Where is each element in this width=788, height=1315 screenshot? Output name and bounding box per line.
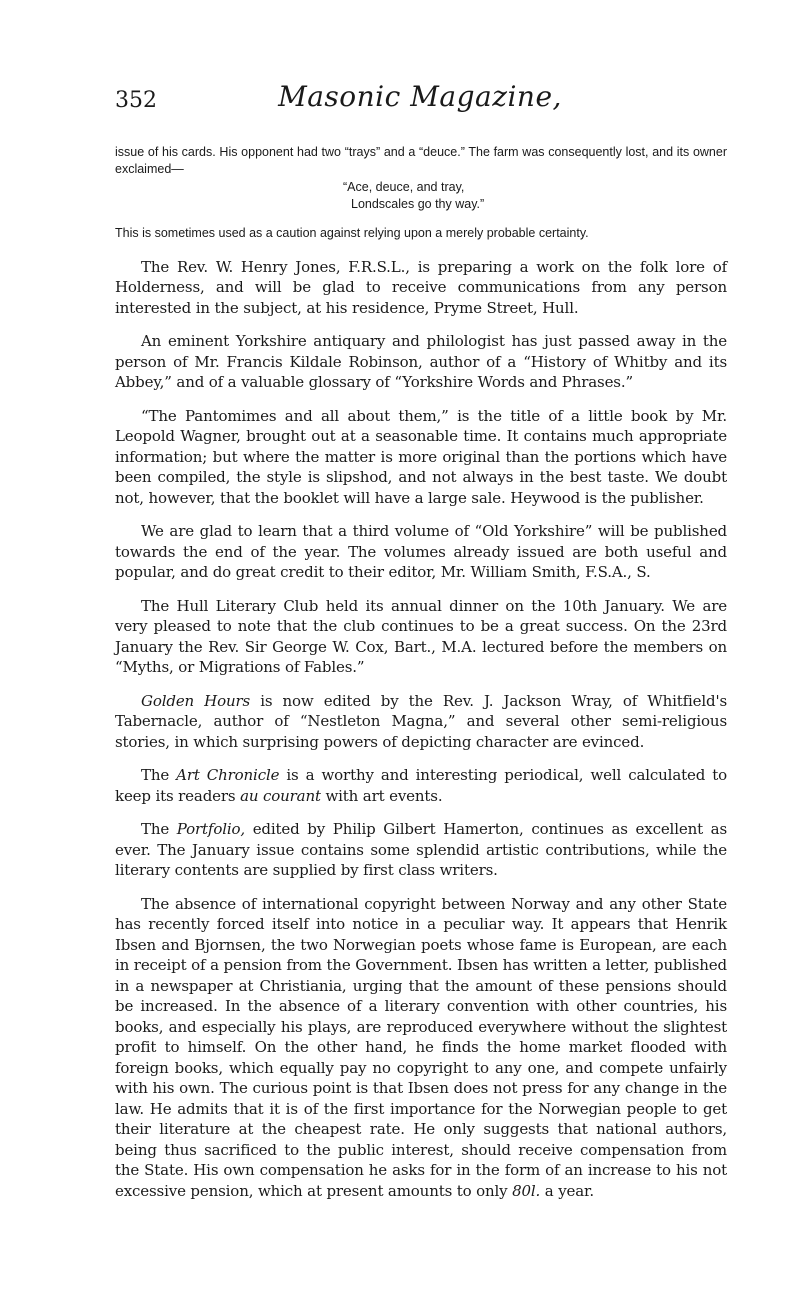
paragraph-text: edited by Philip Gilbert Hamerton, continues as excellent as ever. The January issue contains some splendid artistic contributions, while the literary contents are supplied by first class writers. [115,820,727,879]
paragraph-copyright [115,894,727,1202]
paragraph-golden-hours [115,691,727,753]
paragraph-text: The [141,766,177,784]
paragraph-pantomimes: “The Pantomimes and all about them,” is the title of a little book by Mr. Leopold Wagner, brought out at a seasonable time. It contains much appropriate information; but where the matter is more original than the portions which have been compiled, the style is slipshod, and not always in the best taste. We doubt not, however, that the booklet will have a large sale. Heywood is the publisher. [115,406,727,507]
verse-line: “Ace, deuce, and tray, [343,180,465,194]
italic-title: Art Chronicle [176,766,280,784]
paragraph-art-chronicle [115,765,727,806]
italic-title: Portfolio, [176,820,245,838]
paragraph-text: with art events. [320,786,443,805]
italic-amount: 80l. [512,1181,541,1200]
paragraph-old-yorkshire: We are glad to learn that a third volume of “Old Yorkshire” will be published towards the end of the year. The volumes already issued are both useful and popular, and do great credit to their editor, Mr. William Smith, F.S.A., S. [115,522,727,581]
paragraph-folk-lore: The Rev. W. Henry Jones, F.R.S.L., is preparing a work on the folk lore of Holderness, and will be glad to receive communications from any person interested in the subject, at his residence, Pryme Street, Hull. [115,257,727,317]
paragraph-text: The absence of international copyright between Norway and any other State has recently forced itself into notice in a peculiar way. It appears that Henrik Ibsen and Bjornsen, the two Norwegian poets whose fame is European, are each in receipt of a pension from the Government. Ibsen has written a letter, published in a newspaper at Christiania, urging that the amount of these pensions should be increased. In the absence of a literary convention with other countries, his books, and especially his plays, are reproduced everywhere without the slightest profit to himself. On the other hand, he finds the home market flooded with foreign books, which equally pay no copyright to any one, and compete unfairly with his own. The curious point is that Ibsen does not press for any change in the law. He admits that it is of the first importance for the Norwegian people to get their literature at the cheapest rate. He only suggests that national authors, being thus sacrificed to the public interest, should receive compensation from the State. His own compensation he asks for in the form of an increase to his not excessive pension, which at present amounts to only [115,894,727,1200]
text-column [115,144,727,1201]
paragraph-text: is now edited by the Rev. J. Jackson Wray, of Whitfield's Tabernacle, author of “Nestleton Magna,” and several other semi-religious stories, in which surprising powers of depicting character are evinced. [115,691,728,751]
page-number: 352 [115,88,157,113]
verse-line: Londscales go thy way.” [351,197,485,211]
running-head [115,80,725,120]
paragraph-antiquary: An eminent Yorkshire antiquary and philologist has just passed away in the person of Mr. Francis Kildale Robinson, author of a “History of Whitby and its Abbey,” and of a valuable glossary of “Yorkshire Words and Phrases.” [115,332,727,391]
paragraph-text: a year. [540,1181,595,1200]
italic-title: Golden Hours [141,691,251,710]
running-title: Masonic Magazine, [278,80,562,113]
paragraph-portfolio [115,819,727,881]
continuation-paragraph: issue of his cards. His opponent had two “trays” and a “deuce.” The farm was consequently lost, and its owner exclaimed— [115,145,727,176]
paragraph-literary-club: The Hull Literary Club held its annual dinner on the 10th January. We are very pleased to note that the club continues to be a great success. On the 23rd January the Rev. Sir George W. Cox, Bart., M.A. lectured before the members on “Myths, or Migrations of Fables.” [115,596,727,676]
paragraph-text: is a worthy and interesting periodical, well calculated to keep its readers [115,766,727,805]
closing-note: This is sometimes used as a caution against relying upon a merely probable certainty. [115,226,589,240]
paragraph-text: The [141,820,177,838]
italic-phrase: au courant [240,786,321,805]
verse-quote [343,179,727,213]
